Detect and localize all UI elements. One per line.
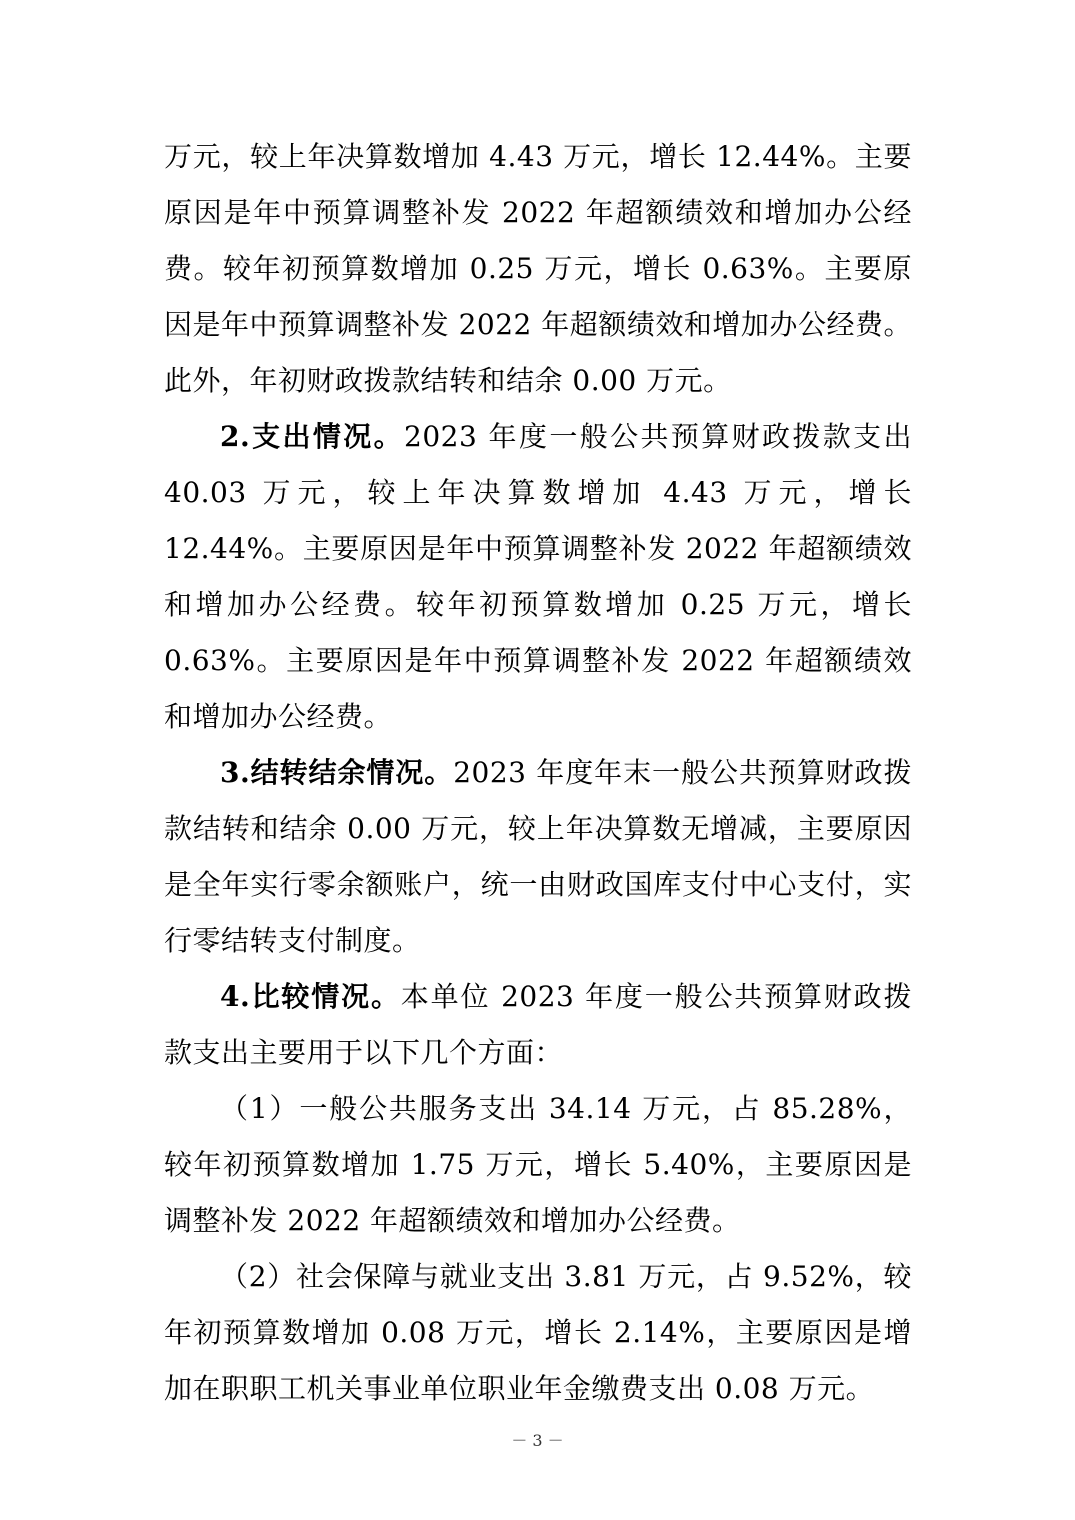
paragraph-heading: 2.支出情况。 [220,420,405,453]
page-number: － 3 － [511,1431,564,1450]
paragraph-text: 万元，较上年决算数增加 4.43 万元，增长 12.44%。主要原因是年中预算调整补发 2022 年超额绩效和增加办公经费。较年初预算数增加 0.25 万元，增长 0.63%。主要原因是年中预算调整补发 2022 年超额绩效和增加办公经费。此外，年初财政拨款结转和结余 0.00 万元。 [164,140,912,397]
paragraph-item-1 [164,1081,912,1249]
paragraph-text: （1）一般公共服务支出 34.14 万元，占 85.28%，较年初预算数增加 1.75 万元，增长 5.40%，主要原因是调整补发 2022 年超额绩效和增加办公经费。 [164,1092,912,1237]
document-body [164,129,912,1417]
paragraph-revenue-continuation [164,129,912,409]
paragraph-heading: 3.结转结余情况。 [220,756,454,789]
paragraph-expenditure [164,409,912,745]
paragraph-item-2 [164,1249,912,1417]
paragraph-comparison [164,969,912,1081]
paragraph-carryover [164,745,912,969]
paragraph-text: 本单位 2023 年度一般公共预算财政拨款支出主要用于以下几个方面： [164,980,913,1069]
paragraph-text: （2）社会保障与就业支出 3.81 万元，占 9.52%，较年初预算数增加 0.08 万元，增长 2.14%，主要原因是增加在职职工机关事业单位职业年金缴费支出 0.08 万元。 [164,1260,912,1405]
paragraph-text: 2023 年度一般公共预算财政拨款支出 40.03 万元，较上年决算数增加 4.43 万元，增长 12.44%。主要原因是年中预算调整补发 2022 年超额绩效和增加办公经费。较年初预算数增加 0.25 万元，增长 0.63%。主要原因是年中预算调整补发 2022 年超额绩效和增加办公经费。 [164,420,912,733]
paragraph-text: 2023 年度年末一般公共预算财政拨款结转和结余 0.00 万元，较上年决算数无增减，主要原因是全年实行零余额账户，统一由财政国库支付中心支付，实行零结转支付制度。 [164,756,912,957]
paragraph-heading: 4.比较情况。 [220,980,401,1013]
